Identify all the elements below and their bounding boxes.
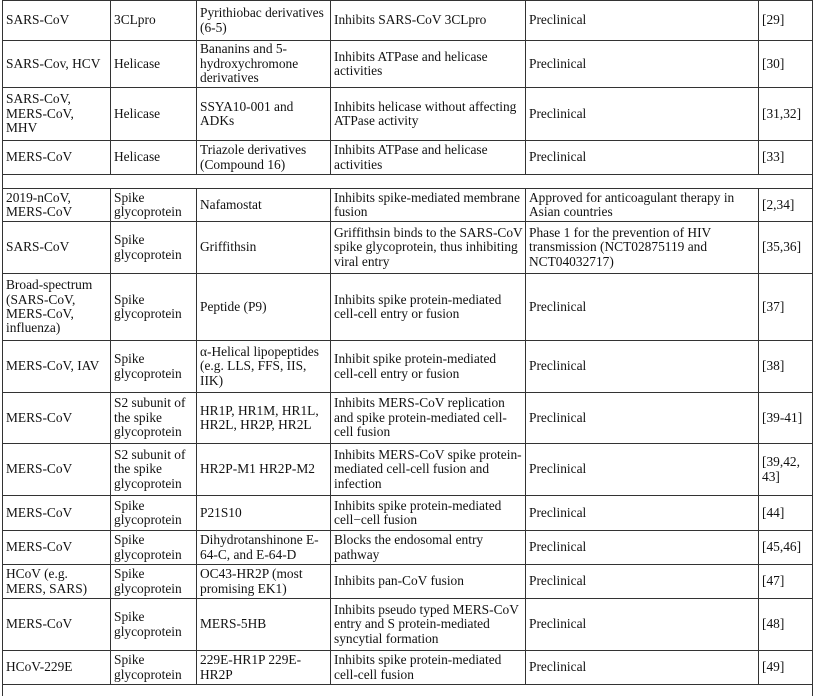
target-cell: Helicase: [111, 88, 197, 141]
target-cell: Spike glycoprotein: [111, 565, 197, 599]
target-cell: Spike glycoprotein: [111, 531, 197, 565]
target-cell: Spike glycoprotein: [111, 274, 197, 341]
table-row: [3, 222, 813, 274]
target-cell: S2 subunit of the spike glycoprotein: [111, 444, 197, 496]
agent-cell: α-Helical lipopeptides (e.g. LLS, FFS, IIS, IIK): [197, 341, 331, 393]
mechanism-cell: Blocks the endosomal entry pathway: [331, 531, 526, 565]
virus-cell: 2019-nCoV, MERS-CoV: [3, 189, 111, 222]
table-row: [3, 88, 813, 141]
virus-cell: HCoV-229E: [3, 651, 111, 685]
status-cell: Preclinical: [526, 141, 759, 175]
virus-cell: SARS-CoV: [3, 1, 111, 41]
reference-cell: [29]: [759, 1, 813, 41]
reference-cell: [31,32]: [759, 88, 813, 141]
target-cell: S2 subunit of the spike glycoprotein: [111, 393, 197, 444]
mechanism-cell: Inhibits spike protein-mediated cell-cell entry or fusion: [331, 274, 526, 341]
status-cell: Approved for anticoagulant therapy in Asian countries: [526, 189, 759, 222]
virus-cell: HCoV (e.g. MERS, SARS): [3, 565, 111, 599]
agent-cell: HR1P, HR1M, HR1L, HR2L, HR2P, HR2L: [197, 393, 331, 444]
table-row: [3, 393, 813, 444]
reference-cell: [47]: [759, 565, 813, 599]
table-row: [3, 274, 813, 341]
target-cell: Spike glycoprotein: [111, 222, 197, 274]
status-cell: Preclinical: [526, 531, 759, 565]
reference-cell: [39,42, 43]: [759, 444, 813, 496]
virus-cell: SARS-CoV: [3, 222, 111, 274]
agent-cell: 229E-HR1P 229E-HR2P: [197, 651, 331, 685]
reference-cell: [35,36]: [759, 222, 813, 274]
mechanism-cell: Inhibits pseudo typed MERS-CoV entry and S protein-mediated syncytial formation: [331, 599, 526, 651]
virus-cell: Broad-spectrum (SARS-CoV, MERS-CoV, influenza): [3, 274, 111, 341]
virus-cell: SARS-CoV, MERS-CoV, MHV: [3, 88, 111, 141]
agent-cell: SSYA10-001 and ADKs: [197, 88, 331, 141]
agent-cell: Triazole derivatives (Compound 16): [197, 141, 331, 175]
agent-cell: MERS-5HB: [197, 599, 331, 651]
table-row: [3, 444, 813, 496]
target-cell: Spike glycoprotein: [111, 341, 197, 393]
target-cell: Spike glycoprotein: [111, 651, 197, 685]
virus-cell: MERS-CoV: [3, 141, 111, 175]
status-cell: Phase 1 for the prevention of HIV transmission (NCT02875119 and NCT04032717): [526, 222, 759, 274]
table-row: [3, 41, 813, 88]
mechanism-cell: Inhibit spike protein-mediated cell-cell entry or fusion: [331, 341, 526, 393]
table-row: [3, 1, 813, 41]
virus-cell: MERS-CoV: [3, 393, 111, 444]
agent-cell: HR2P-M1 HR2P-M2: [197, 444, 331, 496]
status-cell: Preclinical: [526, 393, 759, 444]
agent-cell: P21S10: [197, 496, 331, 531]
status-cell: Preclinical: [526, 88, 759, 141]
agent-cell: Dihydrotanshinone E-64-C, and E-64-D: [197, 531, 331, 565]
target-cell: 3CLpro: [111, 1, 197, 41]
mechanism-cell: Inhibits ATPase and helicase activities: [331, 41, 526, 88]
target-cell: Helicase: [111, 41, 197, 88]
table-row: [3, 141, 813, 175]
section-divider-row: [3, 175, 813, 189]
reference-cell: [39-41]: [759, 393, 813, 444]
virus-cell: MERS-CoV: [3, 599, 111, 651]
agent-cell: Peptide (P9): [197, 274, 331, 341]
virus-cell: MERS-CoV, IAV: [3, 341, 111, 393]
mechanism-cell: Inhibits spike-mediated membrane fusion: [331, 189, 526, 222]
mechanism-cell: Inhibits ATPase and helicase activities: [331, 141, 526, 175]
mechanism-cell: Inhibits pan-CoV fusion: [331, 565, 526, 599]
virus-cell: MERS-CoV: [3, 531, 111, 565]
virus-cell: SARS-Cov, HCV: [3, 41, 111, 88]
table-row: [3, 341, 813, 393]
status-cell: Preclinical: [526, 565, 759, 599]
table-row: [3, 651, 813, 685]
table-row: [3, 496, 813, 531]
target-cell: Spike glycoprotein: [111, 496, 197, 531]
table-bottom-cell: [3, 685, 813, 696]
virus-cell: MERS-CoV: [3, 496, 111, 531]
status-cell: Preclinical: [526, 651, 759, 685]
reference-cell: [37]: [759, 274, 813, 341]
mechanism-cell: Griffithsin binds to the SARS-CoV spike glycoprotein, thus inhibiting viral entry: [331, 222, 526, 274]
reference-cell: [33]: [759, 141, 813, 175]
agent-cell: OC43-HR2P (most promising EK1): [197, 565, 331, 599]
reference-cell: [38]: [759, 341, 813, 393]
table-row: [3, 189, 813, 222]
agent-cell: Griffithsin: [197, 222, 331, 274]
virus-cell: MERS-CoV: [3, 444, 111, 496]
antiviral-drug-table: [2, 0, 813, 696]
mechanism-cell: Inhibits spike protein-mediated cell-cell fusion: [331, 651, 526, 685]
table-row: [3, 531, 813, 565]
status-cell: Preclinical: [526, 274, 759, 341]
status-cell: Preclinical: [526, 599, 759, 651]
agent-cell: Nafamostat: [197, 189, 331, 222]
section-divider: [3, 175, 813, 189]
target-cell: Helicase: [111, 141, 197, 175]
target-cell: Spike glycoprotein: [111, 599, 197, 651]
status-cell: Preclinical: [526, 1, 759, 41]
reference-cell: [30]: [759, 41, 813, 88]
mechanism-cell: Inhibits SARS-CoV 3CLpro: [331, 1, 526, 41]
status-cell: Preclinical: [526, 444, 759, 496]
reference-cell: [48]: [759, 599, 813, 651]
reference-cell: [45,46]: [759, 531, 813, 565]
mechanism-cell: Inhibits helicase without affecting ATPase activity: [331, 88, 526, 141]
table-row: [3, 565, 813, 599]
status-cell: Preclinical: [526, 341, 759, 393]
mechanism-cell: Inhibits MERS-CoV spike protein-mediated cell-cell fusion and infection: [331, 444, 526, 496]
mechanism-cell: Inhibits spike protein-mediated cell−cell fusion: [331, 496, 526, 531]
status-cell: Preclinical: [526, 496, 759, 531]
status-cell: Preclinical: [526, 41, 759, 88]
reference-cell: [2,34]: [759, 189, 813, 222]
reference-cell: [44]: [759, 496, 813, 531]
table-row: [3, 599, 813, 651]
reference-cell: [49]: [759, 651, 813, 685]
target-cell: Spike glycoprotein: [111, 189, 197, 222]
agent-cell: Bananins and 5-hydroxychromone derivatives: [197, 41, 331, 88]
mechanism-cell: Inhibits MERS-CoV replication and spike protein-mediated cell-cell fusion: [331, 393, 526, 444]
table-bottom-row: [3, 685, 813, 696]
agent-cell: Pyrithiobac derivatives (6-5): [197, 1, 331, 41]
